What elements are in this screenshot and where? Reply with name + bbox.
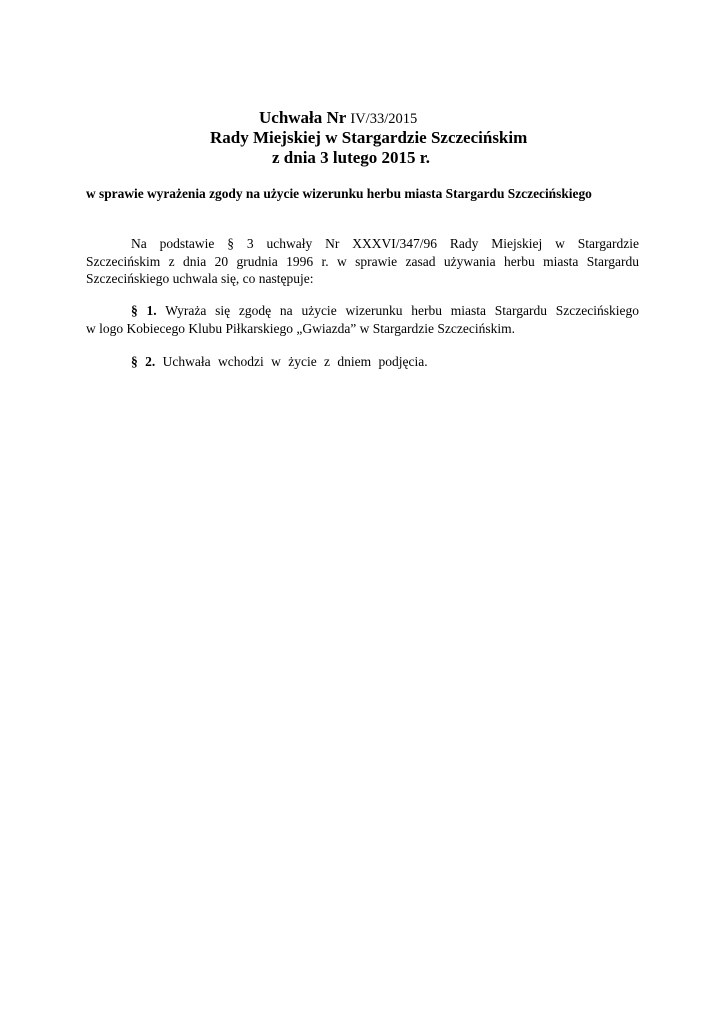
section-1-paragraph (86, 302, 639, 337)
preamble-line-1: Na podstawie § 3 uchwały Nr XXXVI/347/96 Rady Miejskiej w Stargardzie (131, 236, 639, 251)
section-1-line-1: Wyraża się zgodę na użycie wizerunku herbu miasta Stargardu Szczecińskiego (165, 303, 639, 318)
resolution-title (259, 108, 417, 129)
section-2-label: § 2. (131, 354, 156, 369)
section-2-line (86, 353, 639, 371)
resolution-number: IV/33/2015 (350, 111, 418, 127)
section-1-label: § 1. (131, 303, 157, 318)
preamble-line-2: Szczecińskim z dnia 20 grudnia 1996 r. w sprawie zasad używania herbu miasta Stargardu (86, 253, 639, 269)
resolution-title-prefix: Uchwała Nr (259, 108, 347, 127)
council-name: Rady Miejskiej w Stargardzie Szczecińskim (210, 128, 528, 147)
section-2-paragraph (86, 353, 639, 371)
section-1-line-2: w logo Kobiecego Klubu Piłkarskiego „Gwiazda” w Stargardzie Szczecińskim. (86, 320, 516, 336)
preamble-line-3: Szczecińskiego uchwala się, co następuje: (86, 271, 314, 286)
preamble-paragraph (86, 235, 639, 288)
section-2-text: Uchwała wchodzi w życie z dniem podjęcia. (162, 354, 428, 369)
section-1-first-line (86, 302, 639, 320)
resolution-subject: w sprawie wyrażenia zgody na użycie wizerunku herbu miasta Stargardu Szczecińskiego (86, 186, 592, 201)
resolution-date: z dnia 3 lutego 2015 r. (272, 148, 431, 167)
